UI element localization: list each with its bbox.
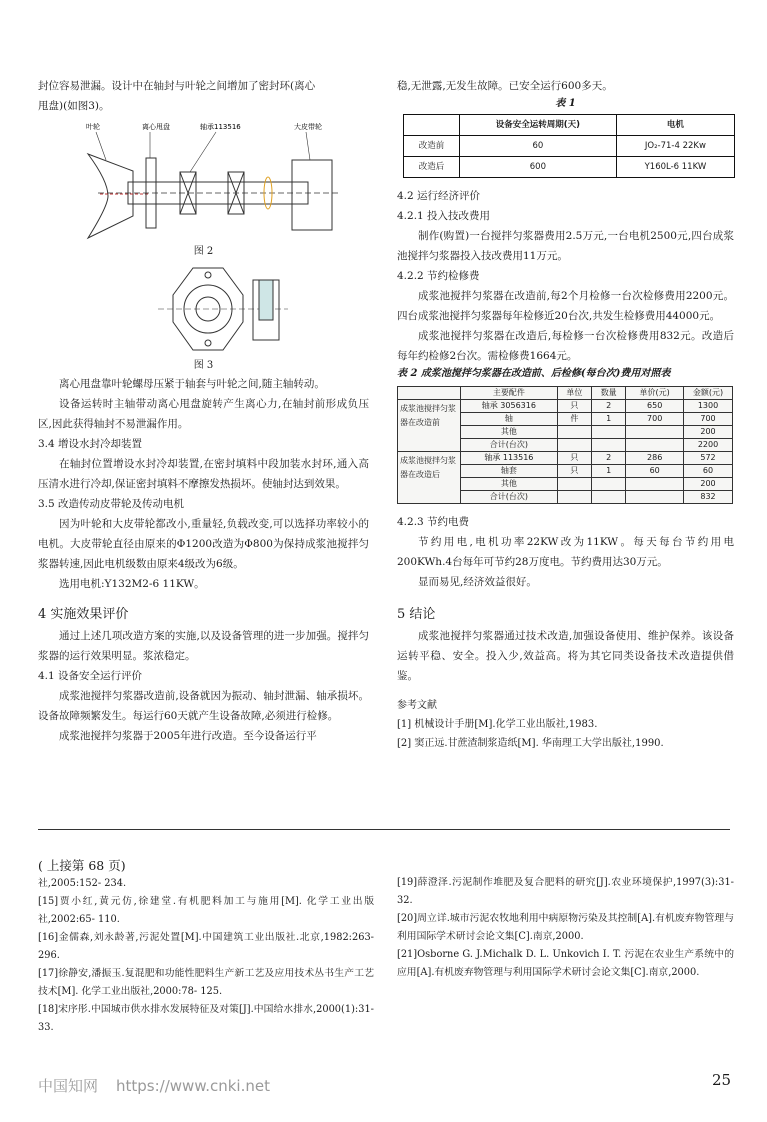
- reference-item: [17]徐静安,潘振玉.复混肥和功能性肥料生产新工艺及应用技术丛书生产工艺技术[M]. 化学工业出版社,2000:78- 125.: [38, 968, 374, 997]
- paragraph: 离心甩盘靠叶轮螺母压紧于轴套与叶轮之间,随主轴转动。: [59, 378, 325, 390]
- intro-line: 封位容易泄漏。设计中在轴封与叶轮之间增加了密封环(离心: [38, 80, 316, 92]
- reference-item: [20]周立详.城市污泥农牧地利用中病原物污染及其控制[A].有机废弃物管理与利用国际学术研讨会论文集[C].南京,2000.: [397, 913, 734, 942]
- table-cell: [557, 426, 591, 439]
- reference-item: [21]Osborne G. J.Michalk D. L. Unkovich I. T. 污泥在农业生产系统中的应用[A].有机废弃物管理与利用国际学术研讨会论文集[C].南京,2000.: [397, 949, 734, 978]
- table-cell: [626, 439, 684, 452]
- intro-line: 甩盘)(如图3)。: [38, 100, 110, 112]
- section-heading: 4 实施效果评价: [38, 607, 129, 622]
- table-header-cell: [404, 115, 460, 136]
- figure-2-drawing: [38, 116, 369, 244]
- footer-right: [397, 874, 734, 982]
- section-heading: 4.2 运行经济评价: [397, 190, 481, 202]
- reference-item: 社,2005:152- 234.: [38, 878, 127, 889]
- table-cell: 700: [684, 413, 733, 426]
- paragraph: 因为叶轮和大皮带轮都改小,重量轻,负载改变,可以选择功率较小的电机。大皮带轮直径由原来的Φ1200改造为Φ800为保持成浆池搅拌匀浆器转速,因此电机级数由原来4级改为6级。: [38, 518, 369, 570]
- table-header-cell: 数量: [592, 387, 626, 400]
- reference-item: [16]金儒森,刘永龄著,污泥处置[M].中国建筑工业出版社.北京,1982:263- 296.: [38, 932, 374, 961]
- table-2: [397, 386, 733, 504]
- table-cell: [626, 491, 684, 504]
- table-cell: 832: [684, 491, 733, 504]
- watermark: [38, 1075, 270, 1096]
- reference-item: [1] 机械设计手册[M].化学工业出版社,1983.: [397, 719, 598, 730]
- table-cell: 200: [684, 426, 733, 439]
- table-1: [403, 114, 735, 178]
- table-cell: [626, 426, 684, 439]
- label-slinger: 离心甩盘: [142, 123, 170, 131]
- figure-2: [38, 116, 369, 244]
- section-heading: 3.5 改造传动皮带轮及传动电机: [38, 498, 185, 510]
- table-row: [404, 157, 735, 178]
- table-cell: 其他: [461, 478, 558, 491]
- reference-item: [15]贾小红,黄元仿,徐建堂.有机肥料加工与施用[M]. 化学工业出版社,2002:65- 110.: [38, 896, 374, 925]
- figure-3-caption: 图 3: [193, 360, 214, 371]
- watermark-site: 中国知网: [38, 1077, 99, 1095]
- section-heading: 3.4 增设水封冷却装置: [38, 438, 143, 450]
- table-cell: 合计(台次): [461, 439, 558, 452]
- reference-item: [19]薛澄泽.污泥制作堆肥及复合肥料的研究[J].农业环境保护,1997(3):31- 32.: [397, 877, 734, 906]
- table-cell: 只: [557, 465, 591, 478]
- label-pulley: 大皮带轮: [294, 123, 322, 131]
- paragraph: 通过上述几项改造方案的实施,以及设备管理的进一步加强。搅拌匀浆器的运行效果明显。浆浓稳定。: [38, 630, 369, 662]
- pulley-shape: [292, 160, 332, 230]
- table-cell: 60: [459, 136, 616, 157]
- table-cell: 2200: [684, 439, 733, 452]
- table-cell: 件: [557, 413, 591, 426]
- table-header-cell: 金额(元): [684, 387, 733, 400]
- figure-2-caption: 图 2: [193, 246, 214, 257]
- table-cell: 只: [557, 452, 591, 465]
- section-heading: 4.2.1 投入技改费用: [397, 210, 491, 222]
- table-header-cell: [398, 387, 461, 400]
- table-cell: 572: [684, 452, 733, 465]
- table-cell: 轴: [461, 413, 558, 426]
- table-cell: 改造前: [404, 136, 460, 157]
- table-row: [404, 136, 735, 157]
- table-header-cell: 电机: [616, 115, 734, 136]
- table-header-cell: 设备安全运转周期(天): [459, 115, 616, 136]
- paragraph: 成浆池搅拌匀浆器通过技术改造,加强设备使用、维护保养。该设备运转平稳、安全。投入少,效益高。将为其它同类设备技术改造提供借鉴。: [397, 630, 734, 682]
- table-cell: 2: [592, 400, 626, 413]
- table-cell: 600: [459, 157, 616, 178]
- table-cell: 轴套: [461, 465, 558, 478]
- table-cell: 2: [592, 452, 626, 465]
- table-header-cell: 单位: [557, 387, 591, 400]
- table-cell: 轴承 3056316: [461, 400, 558, 413]
- watermark-url[interactable]: https://www.cnki.net: [116, 1077, 270, 1095]
- table-cell: 700: [626, 413, 684, 426]
- page-number: 25: [712, 1071, 732, 1089]
- table-row: [398, 452, 733, 465]
- table-cell: 1: [592, 465, 626, 478]
- continued-from: ( 上接第 68 页): [38, 858, 126, 873]
- table-header-row: [398, 387, 733, 400]
- table-cell: [557, 491, 591, 504]
- references-title: 参考文献: [397, 700, 437, 711]
- group-label-after: 成浆池搅拌匀浆器在改造后: [398, 452, 461, 504]
- paragraph: 节约用电,电机功率22KW改为11KW。每天每台节约用电200KWh.4台每年可节约28万度电。节约费用达30万元。: [397, 536, 734, 568]
- table-cell: [592, 426, 626, 439]
- paragraph: 稳,无泄露,无发生故障。已安全运行600多天。: [397, 80, 613, 92]
- table-cell: 只: [557, 400, 591, 413]
- left-column: [38, 76, 369, 746]
- label-impeller: 叶轮: [86, 123, 100, 131]
- table-cell: JO₂-71-4 22Kw: [616, 136, 734, 157]
- reference-item: [2] 窦正远.甘蔗渣制浆造纸[M]. 华南理工大学出版社,1990.: [397, 738, 664, 749]
- paragraph: 成浆池搅拌匀浆器改造前,设备就因为振动、轴封泄漏、轴承损坏。设备故障频繁发生。每运行60天就产生设备故障,必须进行检修。: [38, 690, 369, 722]
- table-cell: 合计(台次): [461, 491, 558, 504]
- paragraph: 成浆池搅拌匀浆器于2005年进行改造。至今设备运行平: [59, 730, 317, 742]
- table-cell: 286: [626, 452, 684, 465]
- footer-divider: [38, 829, 730, 830]
- table-cell: 200: [684, 478, 733, 491]
- table-row: [398, 400, 733, 413]
- paragraph: 制作(购置)一台搅拌匀浆器费用2.5万元,一台电机2500元,四台成浆池搅拌匀浆器投入技改费用11万元。: [397, 230, 734, 262]
- table-cell: [592, 478, 626, 491]
- table-cell: 60: [626, 465, 684, 478]
- table-header-row: [404, 115, 735, 136]
- table-header-cell: 主要配件: [461, 387, 558, 400]
- table-cell: [592, 439, 626, 452]
- table-cell: 1: [592, 413, 626, 426]
- paragraph: 选用电机:Y132M2-6 11KW。: [59, 578, 205, 590]
- table-1-title: 表 1: [555, 98, 576, 109]
- section-heading: 4.2.3 节约电费: [397, 516, 470, 528]
- table-cell: 轴承 113516: [461, 452, 558, 465]
- figure-3-drawing: [38, 260, 369, 358]
- references: [397, 696, 734, 753]
- section-heading: 5 结论: [397, 607, 436, 622]
- table-cell: 1300: [684, 400, 733, 413]
- section-heading: 4.2.2 节约检修费: [397, 270, 480, 282]
- table-cell: 改造后: [404, 157, 460, 178]
- label-bearing: 轴承113516: [200, 123, 241, 131]
- table-cell: 650: [626, 400, 684, 413]
- table-cell: Y160L-6 11KW: [616, 157, 734, 178]
- table-cell: 其他: [461, 426, 558, 439]
- right-column: [397, 76, 734, 753]
- table-cell: 60: [684, 465, 733, 478]
- paragraph: 成浆池搅拌匀浆器在改造前,每2个月检修一台次检修费用2200元。四台成浆池搅拌匀浆器每年检修近20台次,共发生检修费用44000元。: [397, 290, 734, 322]
- group-label-before: 成浆池搅拌匀浆器在改造前: [398, 400, 461, 452]
- table-cell: [557, 478, 591, 491]
- table-2-title: 表 2 成浆池搅拌匀浆器在改造前、后检修(每台次)费用对照表: [397, 368, 671, 379]
- table-cell: [592, 491, 626, 504]
- impeller-shape: [88, 154, 133, 238]
- table-cell: [626, 478, 684, 491]
- footer-left: [38, 857, 374, 1037]
- figure-3: [38, 260, 369, 358]
- table-cell: [557, 439, 591, 452]
- paragraph: 显而易见,经济效益很好。: [418, 576, 537, 588]
- reference-item: [18]宋序彤.中国城市供水排水发展特征及对策[J].中国给水排水,2000(1):31- 33.: [38, 1004, 374, 1033]
- section-heading: 4.1 设备安全运行评价: [38, 670, 143, 682]
- paragraph: 在轴封位置增设水封冷却装置,在密封填料中段加装水封环,通入高压清水进行冷却,保证密封填料不摩擦发热损坏。使轴封达到效果。: [38, 458, 369, 490]
- table-header-cell: 单价(元): [626, 387, 684, 400]
- paragraph: 成浆池搅拌匀浆器在改造后,每检修一台次检修费用832元。改造后每年约检修2台次。需检修费1664元。: [397, 330, 734, 362]
- paragraph: 设备运转时主轴带动离心甩盘旋转产生离心力,在轴封前形成负压区,因此获得轴封不易泄漏作用。: [38, 398, 369, 430]
